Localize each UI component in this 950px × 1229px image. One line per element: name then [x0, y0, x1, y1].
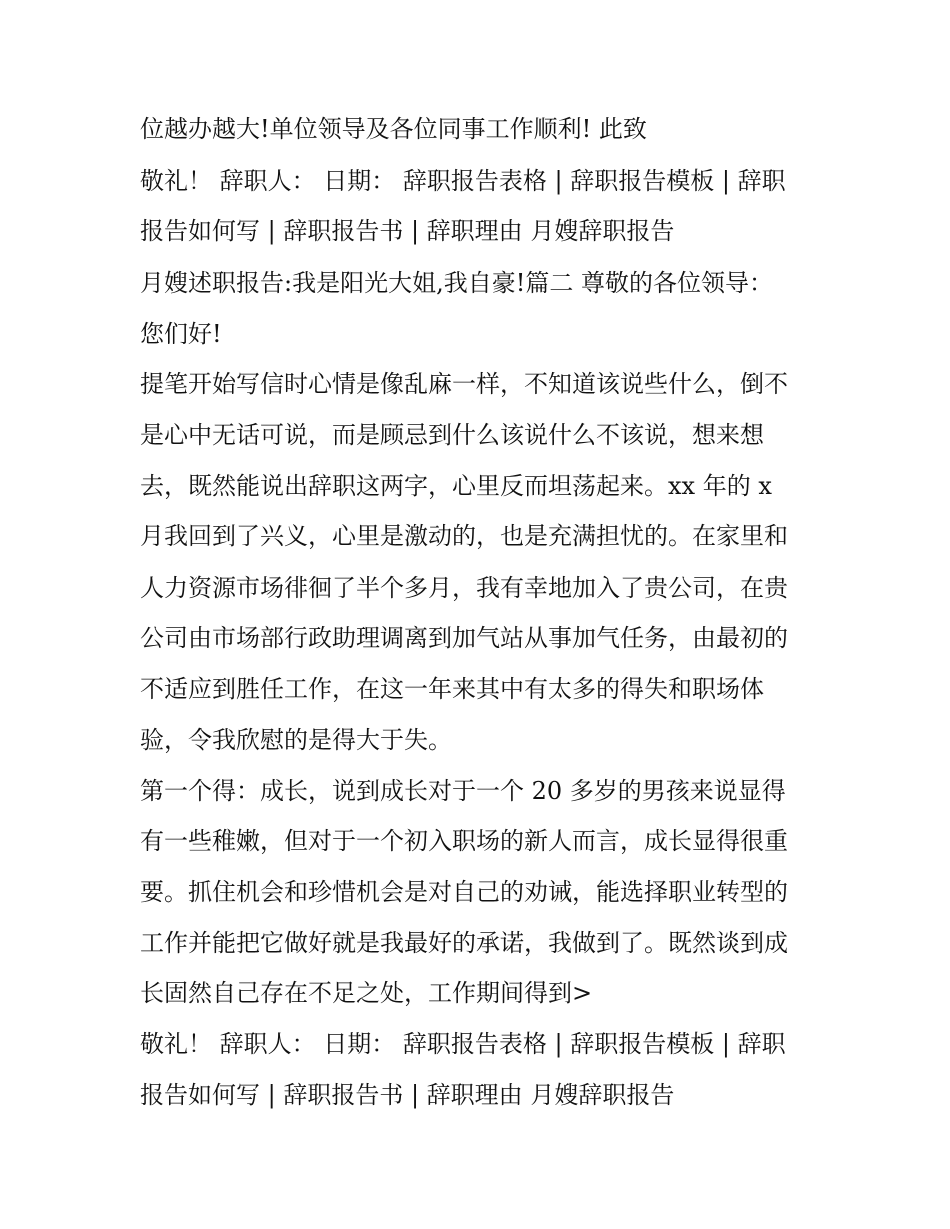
text-line: 不适应到胜任工作，在这一年来其中有太多的得失和职场体	[140, 675, 764, 703]
text-line: 敬礼！ 辞职人： 日期： 辞职报告表格 | 辞职报告模板 | 辞职	[140, 1030, 786, 1058]
text-line: 公司由市场部行政助理调离到加气站从事加气任务，由最初的	[140, 624, 788, 652]
text-line: 您们好!	[140, 320, 222, 348]
text-line: 有一些稚嫩，但对于一个初入职场的新人而言，成长显得很重	[140, 827, 788, 855]
text-line: 要。抓住机会和珍惜机会是对自己的劝诫，能选择职业转型的	[140, 878, 788, 906]
text-line: 验，令我欣慰的是得大于失。	[140, 726, 452, 754]
text-line: 报告如何写 | 辞职报告书 | 辞职理由 月嫂辞职报告	[140, 1081, 675, 1109]
text-line: 人力资源市场徘徊了半个多月，我有幸地加入了贵公司，在贵	[140, 574, 788, 602]
text-line: 长固然自己存在不足之处，工作期间得到>	[140, 979, 593, 1007]
text-line: 位越办越大!单位领导及各位同事工作顺利! 此致	[140, 115, 647, 143]
text-line: 月我回到了兴义，心里是激动的，也是充满担忧的。在家里和	[140, 522, 788, 550]
text-line: 敬礼！ 辞职人： 日期： 辞职报告表格 | 辞职报告模板 | 辞职	[140, 167, 786, 195]
text-line: 报告如何写 | 辞职报告书 | 辞职理由 月嫂辞职报告	[140, 217, 675, 245]
text-line: 工作并能把它做好就是我最好的承诺，我做到了。既然谈到成	[140, 929, 788, 957]
text-line: 第一个得：成长，说到成长对于一个 20 多岁的男孩来说显得	[140, 777, 786, 805]
text-line: 提笔开始写信时心情是像乱麻一样，不知道该说些什么，倒不	[140, 370, 788, 398]
text-line: 去，既然能说出辞职这两字，心里反而坦荡起来。xx 年的 x	[140, 472, 772, 500]
text-line: 月嫂述职报告:我是阳光大姐,我自豪!篇二 尊敬的各位领导：	[140, 269, 773, 297]
text-line: 是心中无话可说，而是顾忌到什么该说什么不该说，想来想	[140, 421, 764, 449]
